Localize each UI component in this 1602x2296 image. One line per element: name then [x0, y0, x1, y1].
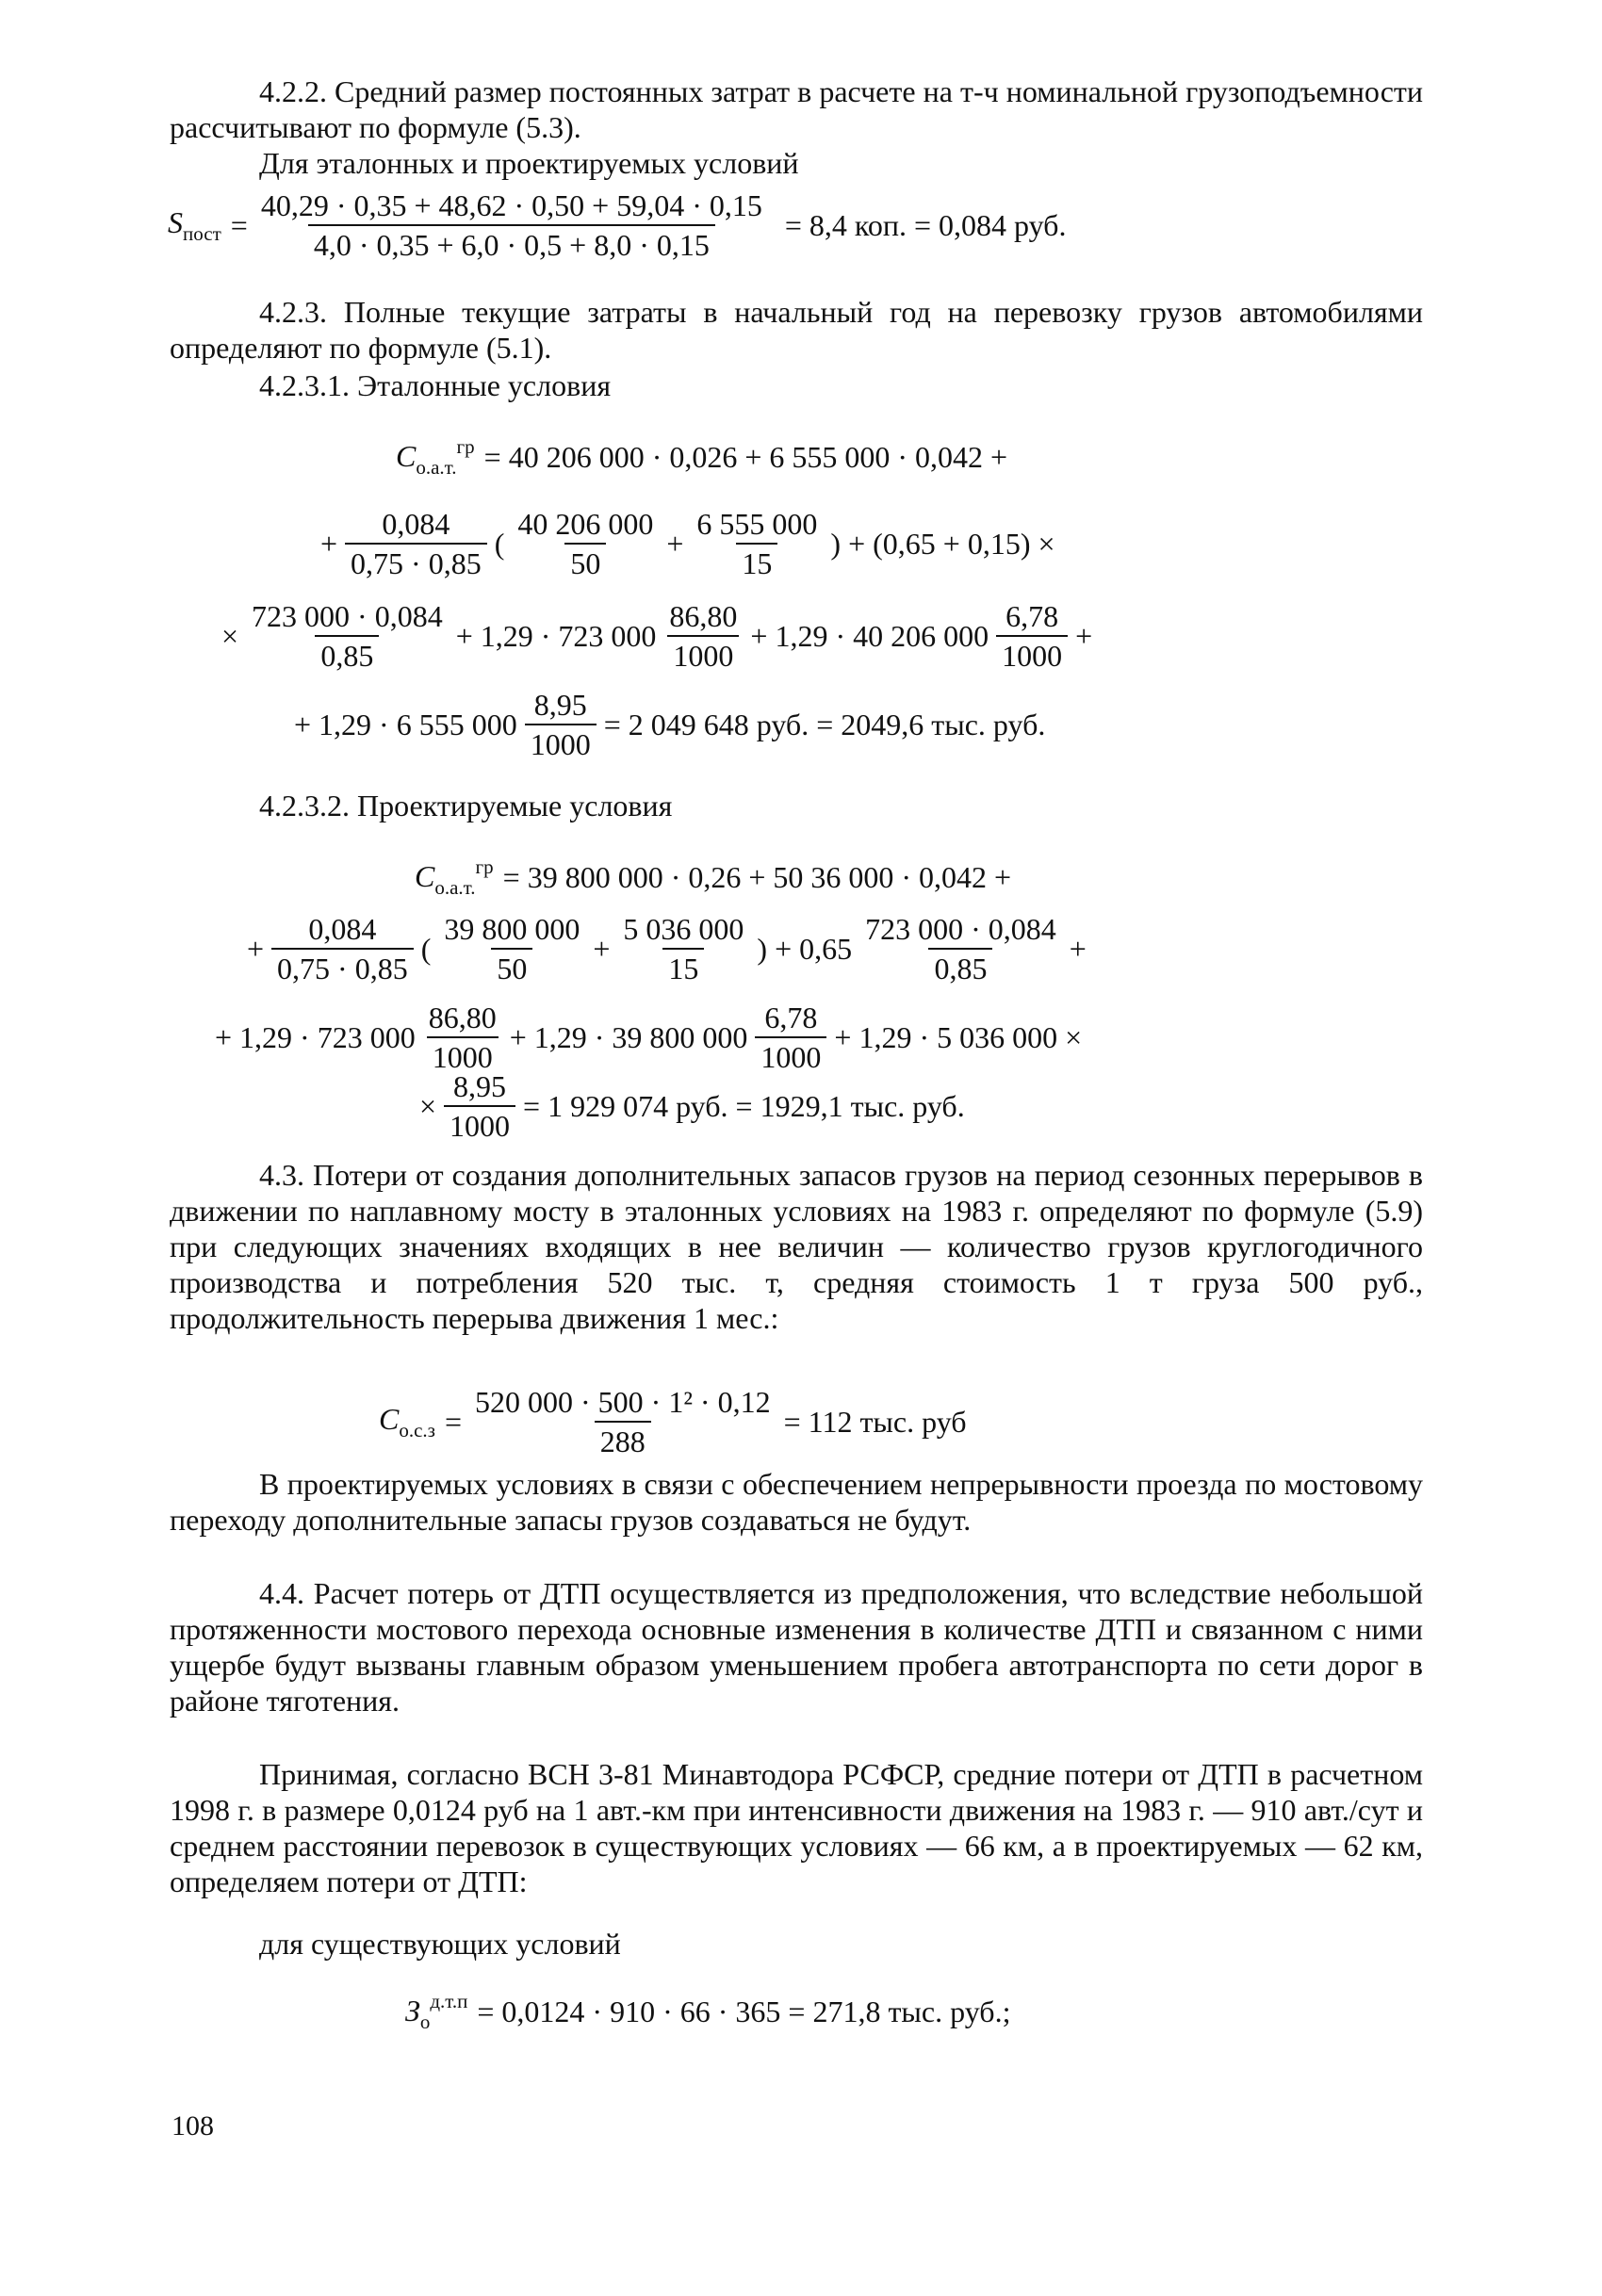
condition-label: для существующих условий	[259, 1927, 621, 1961]
subsection-title: 4.2.3.1. Эталонные условия	[259, 368, 612, 402]
paragraph-4-4-second: Принимая, согласно ВСН 3-81 Минавтодора РСФСР, средние потери от ДТП в расчетном 1998 г. в размере 0,0124 руб на 1 авт.-км при интенсивности движения на 1983 г. — 910 авт./сут и среднем расстоянии перевозок в существующих условиях — 66 км, а в проектируемых — 62 км, определяем потери от ДТП:	[170, 1757, 1423, 1898]
paragraph-4-3-after: В проектируемых условиях в связи с обеспечением непрерывности проезда по мостовому переходу дополнительные запасы грузов создаваться не будут.	[170, 1467, 1423, 1537]
formula-line: × $\frac{723 000 \cdot 0,084}{0,85}$ + 1,29 · 723 000 $\frac{86,80}{1000}$ + 1,29 · 40 206 000 $\frac{6,78}{1000}$ +	[221, 599, 1093, 673]
formula-c-osz: $C_{о.с.з}$ = $\frac{\text{520 000 · 500 · 1² · 0,12}}{288}$ = 112 тыс. руб	[379, 1385, 967, 1458]
formula-result: = 8,4 коп. = 0,084 руб.	[784, 207, 1067, 242]
formula-line: + $\frac{0,084}{0,75 \cdot 0,85}$ ( $\frac{39 800 000}{50}$ + $\frac{5 036 000}{15}$ ) + 0,65 $\frac{723 000 \cdot 0,084}{0,85}$ +	[247, 912, 1087, 985]
page-number: 108	[172, 2110, 214, 2141]
formula-line: $C_{о.а.т.}^{гр}$ = 39 800 000 · 0,26 + 50 36 000 · 0,042 +	[415, 855, 1012, 899]
formula-line: + $\frac{0,084}{0,75 \cdot 0,85}$ ( $\frac{40 206 000}{50}$ + $\frac{6 555 000}{15}$ ) + (0,65 + 0,15) ×	[320, 507, 1055, 580]
formula-line: × $\frac{8,95}{1000}$ = 1 929 074 руб. = 1929,1 тыс. руб.	[419, 1069, 965, 1143]
formula-lhs: $S_{пост}$	[168, 204, 221, 245]
paragraph-4-4: 4.4. Расчет потерь от ДТП осуществляется из предположения, что вследствие небольшой протяженности мостового перехода основные изменения в количестве ДТП и связанном с ними ущербе будут вызваны главным образом уменьшением пробега автотранспорта по сети дорог в районе тяготения.	[170, 1576, 1423, 1718]
condition-label: Для эталонных и проектируемых условий	[259, 146, 799, 180]
fraction: $\frac{40,29 \cdot 0,35 + 48,62 \cdot 0,50 + 59,04 \cdot 0,15}{4,0 \cdot 0,35 + 6,0 \cdot 0,5 + 8,0 \cdot 0,15}$	[260, 188, 762, 262]
paragraph-4-2-3: 4.2.3. Полные текущие затраты в начальный год на перевозку грузов автомобилями определяют по формуле (5.1).	[170, 295, 1423, 365]
formula-z-dtp: $З_о^{д.т.п}$ = 0,0124 · 910 · 66 · 365 = 271,8 тыс. руб.;	[405, 1990, 1011, 2033]
formula-line: + 1,29 · 6 555 000 $\frac{8,95}{1000}$ = 2 049 648 руб. = 2049,6 тыс. руб.	[294, 688, 1046, 761]
formula-s-post: $S_{пост}$ = $\frac{40,29 \cdot 0,35 + 48,62 \cdot 0,50 + 59,04 \cdot 0,15}{4,0 \cdot 0,35 + 6,0 \cdot 0,5 + 8,0 \cdot 0,15}$ = 8,4 коп. = 0,084 руб.	[168, 188, 1067, 262]
paragraph-4-2-2: 4.2.2. Средний размер постоянных затрат в расчете на т-ч номинальной грузоподъемности рассчитывают по формуле (5.3).	[170, 74, 1423, 144]
subsection-title: 4.2.3.2. Проектируемые условия	[259, 789, 673, 822]
formula-line: + 1,29 · 723 000 $\frac{86,80}{1000}$ + 1,29 · 39 800 000 $\frac{6,78}{1000}$ + 1,29 · 5 036 000 ×	[215, 1001, 1083, 1074]
paragraph-4-3: 4.3. Потери от создания дополнительных запасов грузов на период сезонных перерывов в движении по наплавному мосту в эталонных условиях на 1983 г. определяют по формуле (5.9) при следующих значениях входящих в нее величин — количество грузов круглогодичного производства и потребления 520 тыс. т, средняя стоимость 1 т груза 500 руб., продолжительность перерыва движения 1 мес.:	[170, 1158, 1423, 1335]
formula-line: $C_{о.а.т.}^{гр}$ = 40 206 000 · 0,026 + 6 555 000 · 0,042 +	[396, 435, 1008, 479]
